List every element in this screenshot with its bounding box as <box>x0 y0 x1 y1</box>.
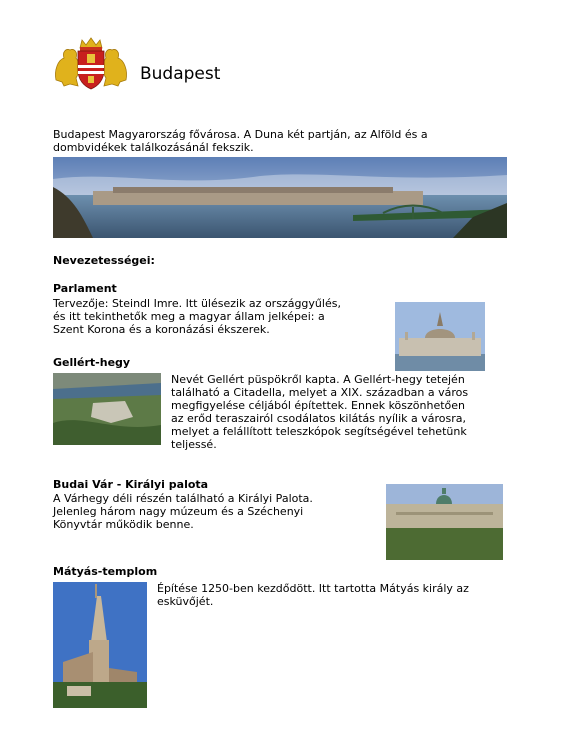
section-heading-matyas-templom: Mátyás-templom <box>53 565 158 578</box>
page-title: Budapest <box>140 64 221 84</box>
section-text-parlament: Tervezője: Steindl Imre. Itt ülésezik az országgyűlés, és itt tekinthetők meg a magyar állam jelképei: a Szent Korona és a koronázási ékszerek. <box>53 297 341 336</box>
section-text-gellert-hegy: Nevét Gellért püspökről kapta. A Gellért-hegy tetején található a Citadella, melyet a XIX. században a város megfigyelése céljából építettek. Ennek köszönhetően az erőd teraszairól csodálatos kilátás nyílik a városra, melyet a felállított teleszkópok segítségével tehetünk teljessé. <box>171 373 469 451</box>
parliament-photo <box>395 302 485 371</box>
section-text-matyas-templom: Építése 1250-ben kezdődött. Itt tartotta Mátyás király az esküvőjét. <box>157 582 469 608</box>
gellert-hill-photo <box>53 373 161 445</box>
panorama-photo <box>53 157 507 238</box>
section-heading-budai-var: Budai Vár - Királyi palota <box>53 478 209 491</box>
section-heading-parlament: Parlament <box>53 282 117 295</box>
matthias-church-photo <box>53 582 147 708</box>
section-heading-gellert-hegy: Gellért-hegy <box>53 356 131 369</box>
royal-palace-photo <box>386 484 503 560</box>
coat-of-arms-logo <box>52 36 130 90</box>
intro-paragraph: Budapest Magyarország fővárosa. A Duna két partján, az Alföld és a dombvidékek találkozásánál fekszik. <box>53 128 428 154</box>
sights-heading: Nevezetességei: <box>53 254 155 267</box>
section-text-budai-var: A Várhegy déli részén található a Királyi Palota. Jelenleg három nagy múzeum és a Széchenyi Könyvtár működik benne. <box>53 492 313 531</box>
